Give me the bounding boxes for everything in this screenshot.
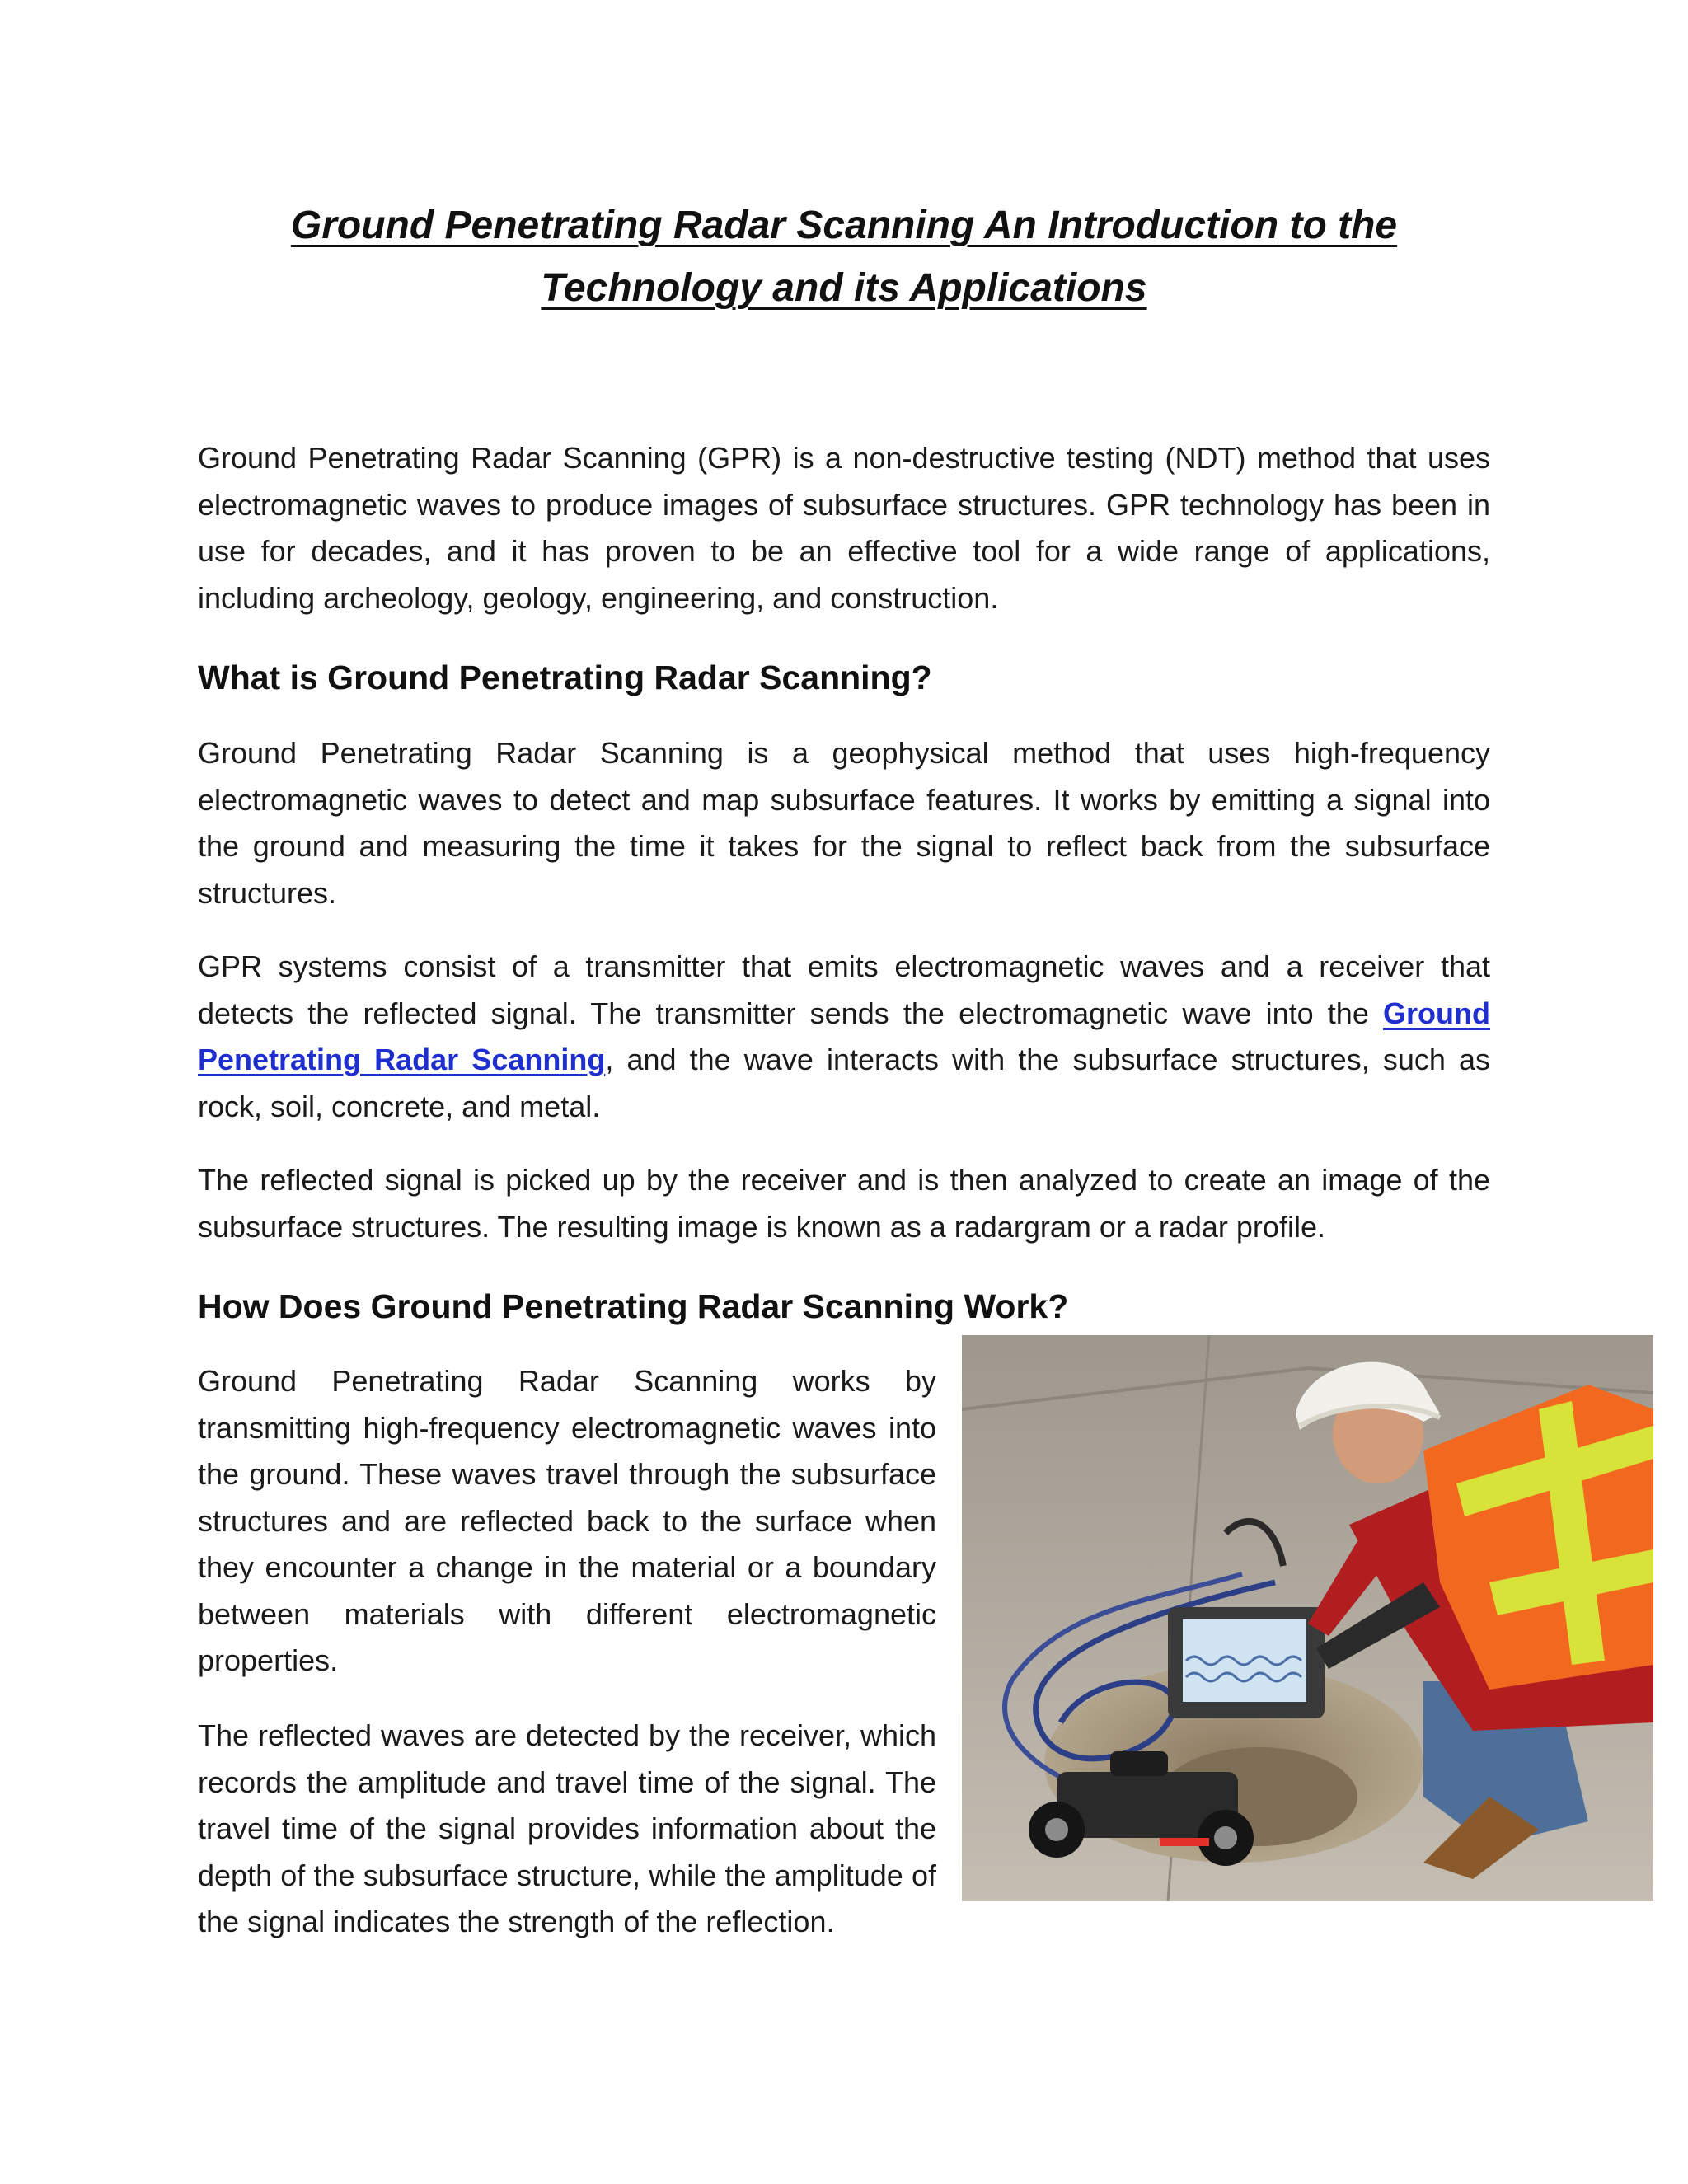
what-is-paragraph-1: Ground Penetrating Radar Scanning is a geophysical method that uses high-frequency electromagnetic waves to detect and map subsurface features. It works by emitting a signal into the ground and measuring the time it takes for the signal to reflect back from the subsurface structures.: [198, 736, 1490, 910]
how-does-paragraph-2: The reflected waves are detected by the receiver, which records the amplitude and travel time of the signal. The travel time of the signal provides information about the depth of the subsurface structure, while the amplitude of the signal indicates the strength of the reflection.: [198, 1718, 936, 1938]
intro-paragraph: Ground Penetrating Radar Scanning (GPR) is a non-destructive testing (NDT) method that uses electromagnetic waves to produce images of subsurface structures. GPR technology has been in use for decades, and it has proven to be an effective tool for a wide range of applications, including archeology, geology, engineering, and construction.: [198, 441, 1490, 615]
paragraph-text: , and the wave interacts with the subsurface structures, such as rock, soil, concrete, and metal.: [198, 1043, 1491, 1123]
section-heading-what-is: What is Ground Penetrating Radar Scanning?: [198, 658, 932, 696]
how-does-paragraph-1: Ground Penetrating Radar Scanning works by transmitting high-frequency electromagnetic waves into the ground. These waves travel through the subsurface structures and are reflected back to the surface when they encounter a change in the material or a boundary between materials with different electromagnetic properties.: [198, 1364, 936, 1677]
section-heading-how-does: How Does Ground Penetrating Radar Scanning Work?: [198, 1287, 1069, 1325]
what-is-paragraph-3: The reflected signal is picked up by the receiver and is then analyzed to create an image of the subsurface structures. The resulting image is known as a radargram or a radar profile.: [198, 1163, 1490, 1244]
document-title: Ground Penetrating Radar Scanning An Introduction to the Technology and its Applications: [290, 204, 1398, 310]
gpr-worker-photo: [962, 1335, 1653, 1901]
paragraph-text: GPR systems consist of a transmitter that emits electromagnetic waves and a receiver that detects the reflected signal. The transmitter sends the electromagnetic wave into the: [198, 949, 1490, 1030]
what-is-paragraph-2: [198, 944, 1490, 1130]
gpr-scanning-link[interactable]: Ground Penetrating Radar Scanning: [198, 996, 1490, 1076]
